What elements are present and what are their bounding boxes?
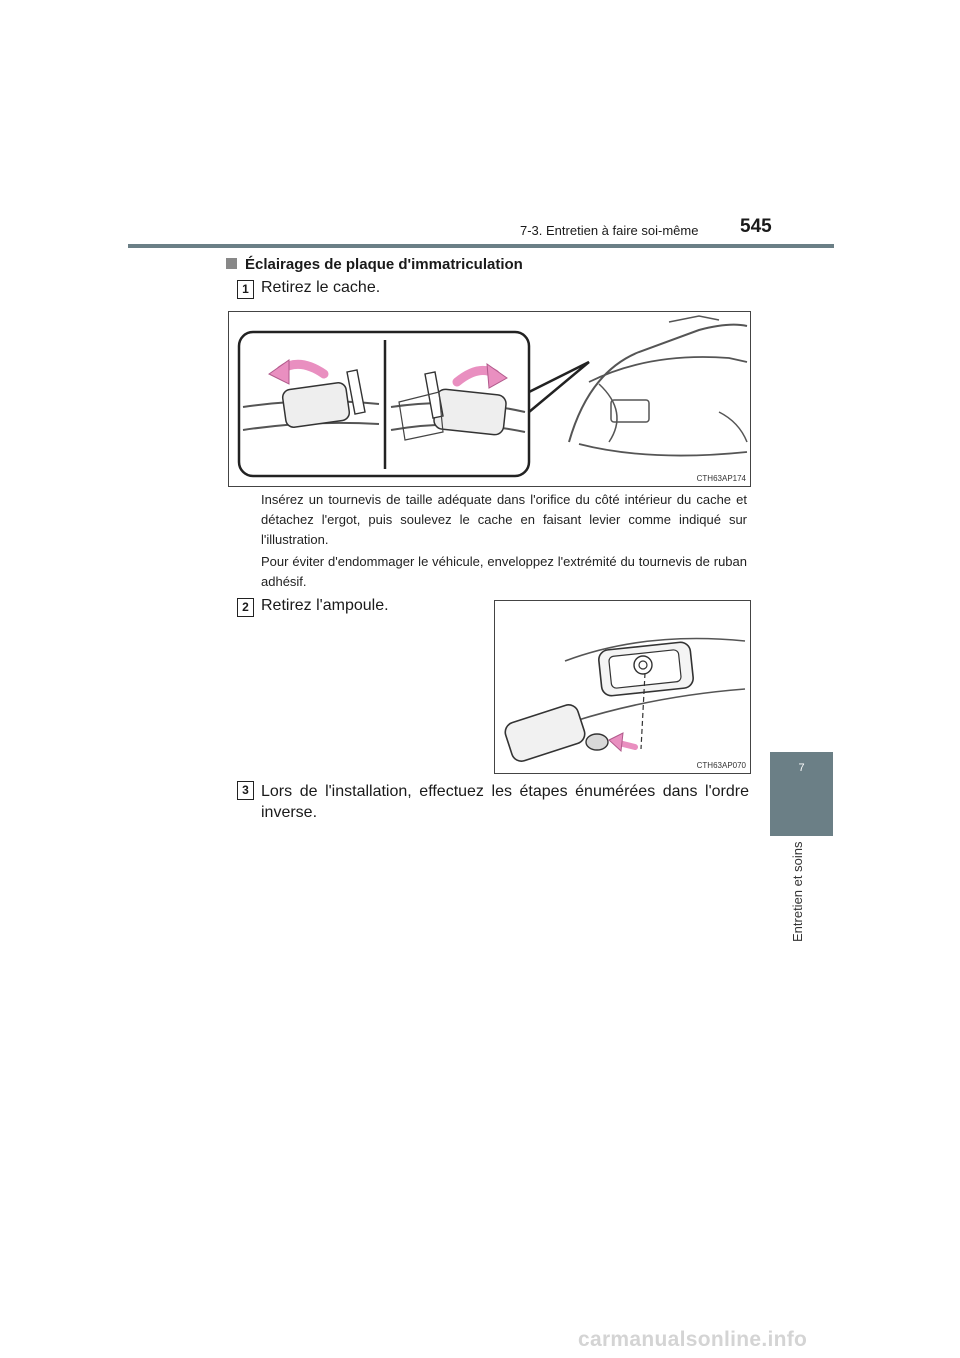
illustration-code: CTH63AP070 [696,761,746,770]
step-3-text-line1: Lors de l'installation, effectuez les étapes énumérées dans l'ordre [261,783,749,800]
step-badge-3: 3 [237,781,254,800]
square-bullet-icon [226,258,237,269]
header-rule [128,244,834,248]
step-1-title: Retirez le cache. [261,279,381,296]
chapter-tab[interactable] [770,752,833,836]
step-badge-1: 1 [237,280,254,299]
illustration-remove-cover [228,311,751,487]
step-2-title: Retirez l'ampoule. [261,597,389,614]
step-1-note-2: Pour éviter d'endommager le véhicule, enveloppez l'extrémité du tournevis de ruban adhésif. [261,554,747,589]
header-section-title: 7-3. Entretien à faire soi-même [520,223,699,238]
cover-removal-drawing [229,312,750,486]
illustration-code: CTH63AP174 [696,474,746,483]
step-3-text-line2: inverse. [261,804,318,821]
step-badge-2: 2 [237,598,254,617]
page-number: 545 [740,216,772,237]
watermark: carmanualsonline.info [578,1328,808,1351]
chapter-number: 7 [798,762,805,774]
section-heading-text: Éclairages de plaque d'immatriculation [245,256,523,273]
section-heading [226,256,523,273]
step-1-note-1: Insérez un tournevis de taille adéquate dans l'orifice du côté intérieur du cache et détachez l'ergot, puis soulevez le cache en faisant levier comme indiqué sur l'illustration. [261,492,747,547]
bulb-removal-drawing [495,601,750,773]
chapter-label: Entretien et soins [790,842,805,943]
illustration-remove-bulb [494,600,751,774]
